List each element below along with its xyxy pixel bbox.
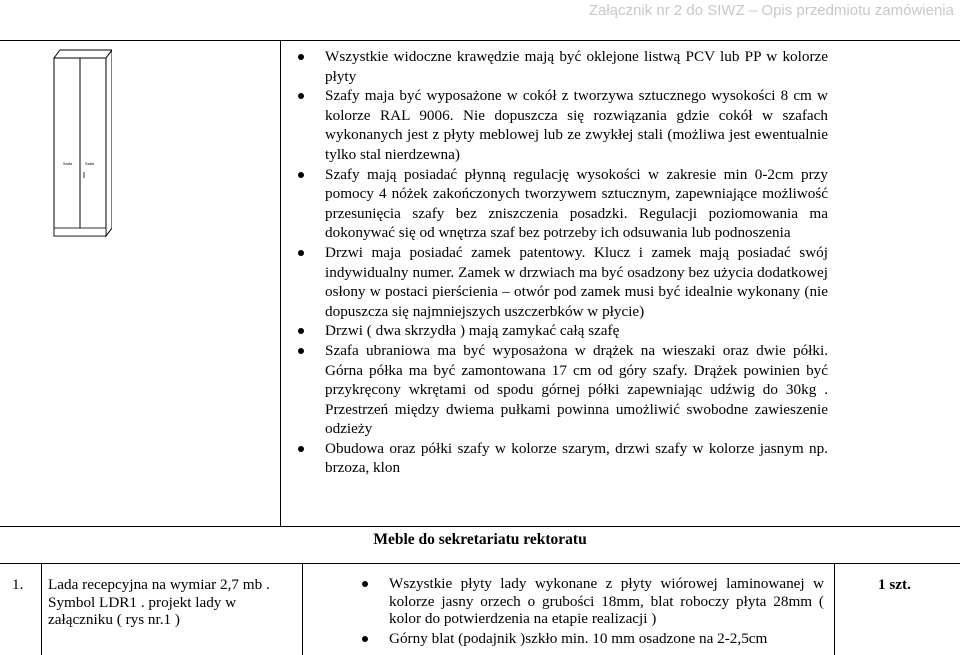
bullet-icon — [362, 636, 368, 642]
spec-item: Górny blat (podajnik )szkło min. 10 mm osadzone na 2-2,5cm — [362, 630, 824, 648]
item-specs-list — [362, 575, 824, 647]
bullet-icon — [298, 54, 304, 60]
item-number: 1. — [12, 576, 24, 593]
bullet-icon — [362, 581, 368, 587]
table-divider-upper — [280, 40, 281, 527]
requirement-item: Szafy mają posiadać płynną regulację wysokości w zakresie min 0-2cm przy pomocy 4 nóżek zakończonych tworzywem sztucznym, zapewniające możliwość przesunięcia szafy bez zniszczenia posadzki. Regulacji poziomowania ma dokonywać się od wnętrza szaf bez potrzeby ich odsuwania lub podnoszenia — [298, 165, 828, 243]
requirement-item: Drzwi maja posiadać zamek patentowy. Klucz i zamek mają posiadać swój indywidualny numer. Zamek w drzwiach ma być osadzony bez użycia dodatkowej osłony w postaci pierścienia – otwór pod zamek musi być idealnie wykonany (nie dopuszcza się najmniejszych uszczerbków w płycie) — [298, 243, 828, 321]
bullet-icon — [298, 446, 304, 452]
requirement-item: Obudowa oraz półki szafy w kolorze szarym, drzwi szafy w kolorze jasnym np. brzoza, klon — [298, 439, 828, 478]
bullet-icon — [298, 172, 304, 178]
table-divider-number — [41, 563, 42, 655]
spec-item: Wszystkie płyty lady wykonane z płyty wiórowej laminowanej w kolorze jasny orzech o grubości 18mm, blat roboczy płyta 28mm ( kolor do potwierdzenia na etapie realizacji ) — [362, 575, 824, 628]
table-bottom-border-upper — [0, 526, 960, 527]
bullet-icon — [298, 328, 304, 334]
requirement-item: Szafy maja być wyposażone w cokół z tworzywa sztucznego wysokości 8 cm w kolorze RAL 9006. Nie dopuszcza się rozwiązania gdzie cokół w szafach wykonanych jest z płyty meblowej lub ze zwykłej stali (możliwa jest ewentualnie tylko stal nierdzewna) — [298, 86, 828, 164]
wardrobe-label-right: Szafa — [85, 162, 94, 166]
wardrobe-label-left: Szafa — [63, 162, 72, 166]
wardrobe-drawing — [50, 48, 112, 238]
table-divider-specs — [834, 563, 835, 655]
table-divider-name — [302, 563, 303, 655]
running-header: Załącznik nr 2 do SIWZ – Opis przedmiotu zamówienia — [588, 2, 954, 19]
bullet-icon — [298, 348, 304, 354]
requirement-item: Drzwi ( dwa skrzydła ) mają zamykać całą szafę — [298, 321, 828, 341]
item-name: Lada recepcyjna na wymiar 2,7 mb . Symbol LDR1 . projekt lady w załączniku ( rys nr.1 ) — [48, 576, 270, 628]
bullet-icon — [298, 93, 304, 99]
item-quantity: 1 szt. — [878, 576, 911, 593]
requirement-item: Wszystkie widoczne krawędzie mają być oklejone listwą PCV lub PP w kolorze płyty — [298, 47, 828, 86]
bullet-icon — [298, 250, 304, 256]
table-top-border-lower — [0, 563, 960, 564]
section-heading: Meble do sekretariatu rektoratu — [373, 531, 587, 548]
requirements-list — [298, 47, 828, 478]
table-top-border — [0, 40, 960, 41]
requirement-item: Szafa ubraniowa ma być wyposażona w drążek na wieszaki oraz dwie półki. Górna półka ma być zamontowana 17 cm od góry szafy. Drążek powinien być przykręcony wkrętami od spodu górnej półki zapewniając udźwig do 30kg . Przestrzeń między dwiema pułkami powinna umożliwić swobodne zawieszenie odzieży — [298, 341, 828, 439]
